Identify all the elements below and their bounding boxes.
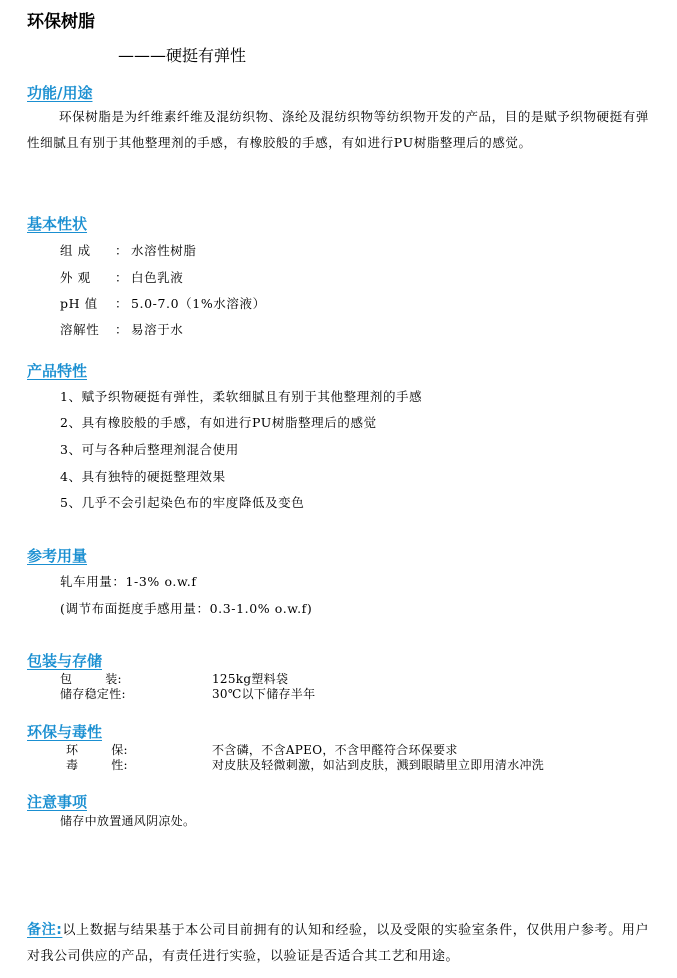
property-row xyxy=(60,241,197,259)
cautions-text: 储存中放置通风阴凉处。 xyxy=(60,814,196,828)
feature-item: 2、具有橡胶般的手感，有如进行PU树脂整理后的感觉 xyxy=(60,415,377,430)
section-heading-properties: 基本性状 xyxy=(27,215,88,233)
eco-value: 不含磷，不含APEO，不含甲醛符合环保要求 xyxy=(212,743,458,757)
property-value: 水溶性树脂 xyxy=(131,243,197,258)
property-label: 外 观 xyxy=(60,270,91,285)
property-row xyxy=(60,320,183,338)
property-label: pH 值 xyxy=(60,296,98,311)
storage-row xyxy=(60,685,315,702)
packaging-label: 包 装: xyxy=(60,672,122,686)
property-row xyxy=(60,294,266,312)
footnote xyxy=(27,917,649,970)
section-heading-function: 功能/用途 xyxy=(27,84,93,102)
page-title: 环保树脂 xyxy=(27,12,95,32)
function-description: 环保树脂是为纤维素纤维及混纺织物、涤纶及混纺织物等纺织物开发的产品，目的是赋予织物硬挺有弹性细腻且有别于其他整理剂的手感，有橡胶般的手感，有如进行PU树脂整理后的感觉。 xyxy=(27,109,649,150)
page-subtitle: ———硬挺有弹性 xyxy=(118,46,247,65)
property-label: 溶解性 xyxy=(60,322,100,337)
dosage-line: 轧车用量：1-3% o.w.f xyxy=(60,574,197,589)
section-heading-eco: 环保与毒性 xyxy=(27,723,103,741)
feature-item: 5、几乎不会引起染色布的牢度降低及变色 xyxy=(60,495,305,510)
footnote-label: 备注: xyxy=(27,922,63,938)
property-value: 白色乳液 xyxy=(131,270,184,285)
storage-label: 储存稳定性: xyxy=(60,687,126,701)
footnote-text: 以上数据与结果基于本公司目前拥有的认知和经验，以及受限的实验室条件，仅供用户参考。用户对我公司供应的产品，有责任进行实验，以验证是否适合其工艺和用途。 xyxy=(27,923,649,964)
feature-item: 4、具有独特的硬挺整理效果 xyxy=(60,469,226,484)
property-sep: ： xyxy=(115,296,129,311)
storage-value: 30℃以下储存半年 xyxy=(212,687,316,701)
packaging-value: 125kg塑料袋 xyxy=(212,672,289,686)
section-heading-packaging: 包装与存储 xyxy=(27,652,103,670)
toxicity-label: 毒 性: xyxy=(66,758,128,772)
section-heading-cautions: 注意事项 xyxy=(27,793,88,811)
property-value: 5.0-7.0（1%水溶液） xyxy=(131,296,266,311)
eco-label: 环 保: xyxy=(66,743,128,757)
property-label: 组 成 xyxy=(60,243,91,258)
property-sep: ： xyxy=(115,322,129,337)
property-row xyxy=(60,268,183,286)
feature-item: 3、可与各种后整理剂混合使用 xyxy=(60,442,239,457)
section-heading-features: 产品特性 xyxy=(27,362,88,380)
toxicity-value: 对皮肤及轻微刺激，如沾到皮肤，溅到眼睛里立即用清水冲洗 xyxy=(212,758,545,772)
toxicity-row xyxy=(60,756,544,773)
section-heading-dosage: 参考用量 xyxy=(27,547,88,565)
feature-item: 1、赋予织物硬挺有弹性，柔软细腻且有别于其他整理剂的手感 xyxy=(60,389,423,404)
property-value: 易溶于水 xyxy=(131,322,184,337)
property-sep: ： xyxy=(115,243,129,258)
dosage-line: (调节布面挺度手感用量：0.3-1.0% o.w.f) xyxy=(60,601,313,616)
property-sep: ： xyxy=(115,270,129,285)
